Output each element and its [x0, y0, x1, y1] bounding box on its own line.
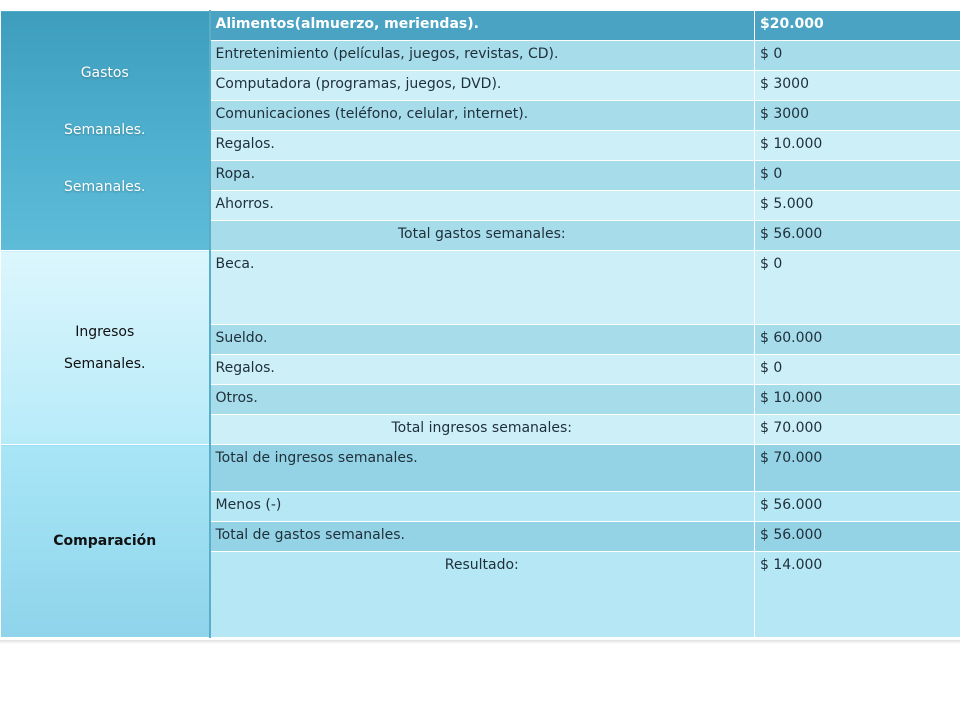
comparison-amount: $ 70.000: [755, 445, 960, 492]
comparison-concept: Total de gastos semanales.: [210, 522, 755, 552]
section-label-line: Gastos: [80, 65, 129, 81]
expense-concept: Computadora (programas, juegos, DVD).: [210, 71, 755, 101]
income-concept: Otros.: [210, 385, 755, 415]
expense-concept: Regalos.: [210, 131, 755, 161]
income-concept: Regalos.: [210, 355, 755, 385]
expense-concept: Ahorros.: [210, 191, 755, 221]
income-amount: $ 0: [755, 251, 960, 325]
comparison-amount: $ 56.000: [755, 492, 960, 522]
expense-total-amount: $ 56.000: [755, 221, 960, 251]
comparison-concept: Menos (-): [210, 492, 755, 522]
expense-amount: $ 5.000: [755, 191, 960, 221]
section-label-ingresos: [1, 251, 210, 445]
income-total-label: Total ingresos semanales:: [210, 415, 755, 445]
section-label-gastos: [1, 11, 210, 251]
section-label-comparacion: Comparación: [1, 445, 210, 638]
table-shadow: [0, 640, 960, 644]
expense-concept: Comunicaciones (teléfono, celular, internet).: [210, 101, 755, 131]
expense-amount: $ 0: [755, 41, 960, 71]
section-label-line: Semanales.: [64, 122, 146, 138]
budget-table: [0, 10, 960, 638]
income-total-amount: $ 70.000: [755, 415, 960, 445]
income-amount: $ 10.000: [755, 385, 960, 415]
table-row: [1, 445, 960, 492]
expense-amount: $20.000: [755, 11, 960, 41]
expense-amount: $ 10.000: [755, 131, 960, 161]
expense-amount: $ 3000: [755, 101, 960, 131]
income-amount: $ 0: [755, 355, 960, 385]
expense-amount: $ 0: [755, 161, 960, 191]
income-amount: $ 60.000: [755, 325, 960, 355]
comparison-amount: $ 56.000: [755, 522, 960, 552]
income-concept: Sueldo.: [210, 325, 755, 355]
expense-concept: Entretenimiento (películas, juegos, revistas, CD).: [210, 41, 755, 71]
section-label-line: Ingresos: [75, 323, 135, 340]
section-label-line: Semanales.: [64, 355, 146, 372]
comparison-result-label: Resultado:: [210, 552, 755, 638]
comparison-concept: Total de ingresos semanales.: [210, 445, 755, 492]
table-row: [1, 11, 960, 41]
section-label-line: Semanales.: [64, 179, 146, 195]
expense-concept: Alimentos(almuerzo, meriendas).: [210, 11, 755, 41]
comparison-result-amount: $ 14.000: [755, 552, 960, 638]
expense-concept: Ropa.: [210, 161, 755, 191]
expense-amount: $ 3000: [755, 71, 960, 101]
expense-total-label: Total gastos semanales:: [210, 221, 755, 251]
table-row: [1, 251, 960, 325]
income-concept: Beca.: [210, 251, 755, 325]
